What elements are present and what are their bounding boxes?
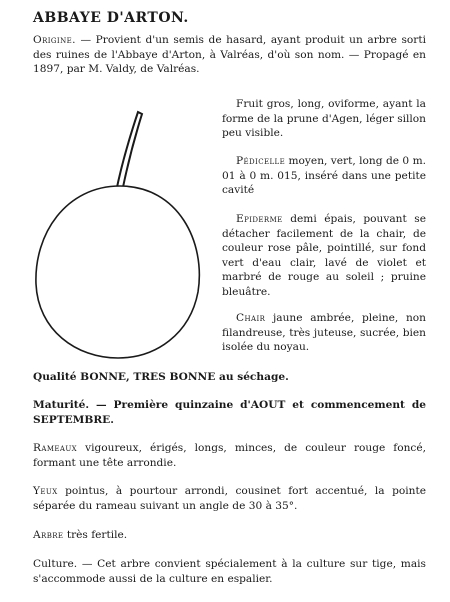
chair-label: Chair [236,312,266,324]
qualite-paragraph [33,370,426,385]
epiderme-paragraph [222,212,426,300]
fruit-outline [36,186,199,358]
chair-paragraph [222,311,426,355]
yeux-paragraph [33,484,426,513]
rameaux-paragraph [33,441,426,470]
yeux-text: pointus, à pourtour arrondi, cousinet fort accentué, la pointe séparée du rameau suivant un angle de 30 à 35°. [33,485,426,512]
fruit-paragraph [222,97,426,141]
yeux-label: Yeux [33,485,58,497]
chair-text: jaune ambrée, pleine, non filandreuse, très juteuse, sucrée, bien isolée du noyau. [222,312,426,354]
maturite-text: — Première quinzaine d'AOUT et commencement de SEPTEMBRE. [33,399,426,426]
maturite-label: Maturité. [33,399,90,411]
fruit-stalk [116,112,142,192]
origine-text: — Provient d'un semis de hasard, ayant produit un arbre sorti des ruines de l'Abbaye d'Arton, à Valréas, d'où son nom. — Propagé en 1897, par M. Valdy, de Valréas. [33,34,426,76]
pedicelle-label: Pédicelle [236,155,286,167]
pedicelle-paragraph [222,154,426,198]
fruit-text: Fruit gros, long, oviforme, ayant la forme de la prune d'Agen, léger sillon peu visible. [222,98,426,140]
page-title: ABBAYE D'ARTON. [33,10,189,26]
arbre-label: Arbre [33,529,64,541]
culture-paragraph [33,557,426,586]
culture-label: Culture. [33,558,78,570]
arbre-paragraph [33,528,426,543]
maturite-paragraph [33,398,426,427]
origine-label: Origine. [33,34,76,46]
rameaux-label: Rameaux [33,442,78,454]
qualite-text: Qualité BONNE, TRES BONNE au séchage. [33,371,289,383]
arbre-text: très fertile. [63,529,128,541]
fruit-illustration [30,100,205,360]
culture-text: — Cet arbre convient spécialement à la culture sur tige, mais s'accommode aussi de la culture en espalier. [33,558,426,585]
pedicelle-text: moyen, vert, long de 0 m. 01 à 0 m. 015, inséré dans une petite cavité [222,155,426,197]
origine-paragraph [33,33,426,77]
epiderme-label: Epiderme [236,213,283,225]
epiderme-text: demi épais, pouvant se détacher facilement de la chair, de couleur rose pâle, pointillé, sur fond vert d'eau clair, lavé de violet et marbré de rouge au soleil ; pruine bleuâtre. [222,213,426,298]
rameaux-text: vigoureux, érigés, longs, minces, de couleur rouge foncé, formant une tête arrondie. [33,442,426,469]
